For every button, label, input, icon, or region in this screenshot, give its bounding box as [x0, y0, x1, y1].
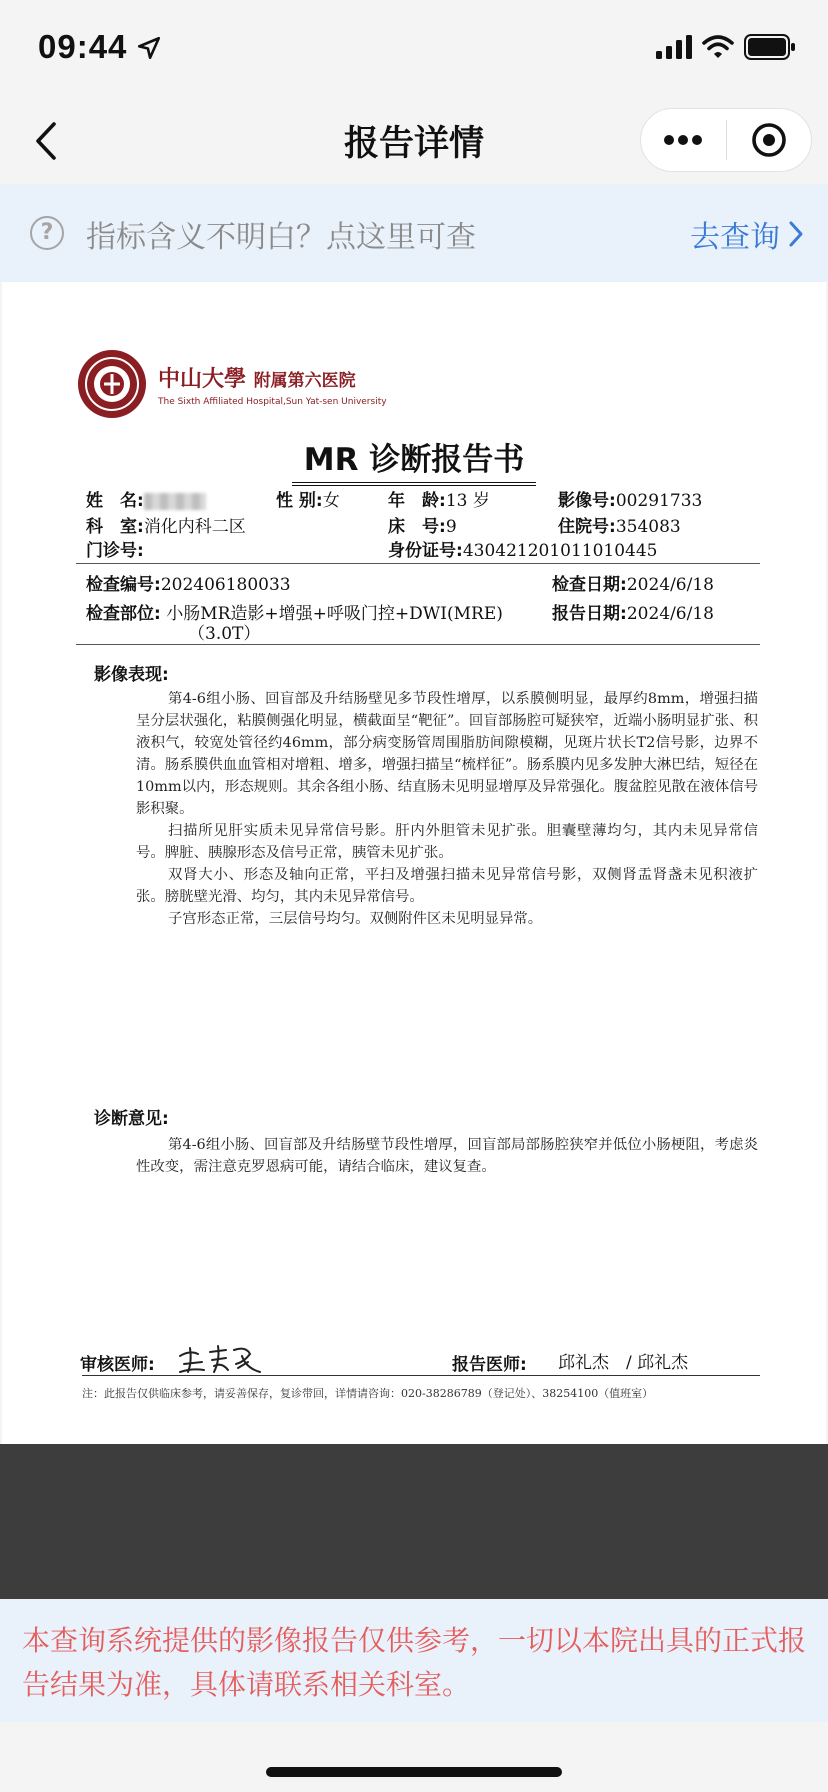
status-time: 09:44 — [38, 28, 128, 65]
question-circle-icon: ? — [30, 216, 64, 250]
exam-number: 检查编号:202406180033 — [86, 575, 291, 595]
hospital-seal-icon — [76, 348, 148, 420]
home-indicator[interactable] — [266, 1767, 562, 1777]
patient-gender: 性 别:女 — [276, 491, 340, 511]
location-arrow-icon — [136, 35, 162, 61]
department: 科 室:消化内科二区 — [86, 517, 246, 537]
hint-banner[interactable] — [0, 184, 828, 282]
reporter: 报告医师: — [452, 1355, 527, 1375]
navigation-bar — [0, 100, 828, 184]
report-title: MR 诊断报告书 — [2, 434, 826, 486]
status-bar — [0, 0, 828, 100]
target-icon — [751, 122, 787, 158]
image-number: 影像号:00291733 — [558, 491, 703, 511]
wifi-icon — [702, 35, 734, 59]
bed-number: 床 号:9 — [388, 517, 457, 537]
outpatient-number: 门诊号: — [86, 541, 144, 561]
hospital-logo — [76, 348, 387, 420]
more-dots-icon — [663, 134, 703, 146]
reviewer: 审核医师: — [80, 1355, 155, 1375]
exam-date: 检查日期:2024/6/18 — [552, 575, 714, 595]
findings-text — [136, 688, 758, 930]
inpatient-number: 住院号:354083 — [558, 517, 681, 537]
id-number: 身份证号:430421201011010445 — [388, 541, 658, 561]
patient-name: 姓 名: — [86, 486, 206, 511]
findings-paragraph: 子宫形态正常，三层信号均匀。双侧附件区未见明显异常。 — [168, 911, 543, 927]
findings-paragraph: 双肾大小、形态及轴向正常，平扫及增强扫描未见异常信号影，双侧肾盂肾盏未见积液扩张。膀胱壁光滑、均匀，其内未见异常信号。 — [136, 867, 758, 905]
divider-line — [76, 644, 760, 645]
cellular-signal-icon — [656, 35, 692, 59]
report-footnote: 注：此报告仅供临床参考，请妥善保存，复诊带回，详情请咨询：020-38286789（登记处）、38254100（值班室） — [82, 1387, 654, 1400]
page-title: 报告详情 — [343, 124, 484, 164]
divider-line — [76, 563, 760, 564]
more-button[interactable] — [641, 108, 726, 172]
report-date: 报告日期:2024/6/18 — [552, 604, 714, 624]
diagnosis-text — [136, 1134, 758, 1178]
redacted-name — [144, 493, 206, 510]
findings-paragraph: 扫描所见肝实质未见异常信号影。肝内外胆管未见扩张。胆囊壁薄均匀，其内未见异常信号。脾脏、胰腺形态及信号正常，胰管未见扩张。 — [136, 823, 758, 861]
mini-program-capsule — [640, 108, 812, 172]
query-link-label: 去查询 — [690, 220, 780, 255]
exam-part-line2: （3.0T） — [188, 624, 261, 644]
diagnosis-heading: 诊断意见: — [94, 1109, 169, 1129]
hint-text: 指标含义不明白？点这里可查 — [86, 220, 476, 255]
reviewer-signature — [176, 1342, 266, 1376]
diagnosis-paragraph: 第4-6组小肠、回盲部及升结肠壁节段性增厚，回盲部局部肠腔狭窄并低位小肠梗阻，考虑炎性改变，需注意克罗恩病可能，请结合临床，建议复查。 — [136, 1137, 758, 1175]
signature-line — [82, 1375, 760, 1376]
report-document — [2, 282, 826, 1444]
chevron-right-icon — [788, 220, 804, 248]
reporter-name: 邱礼杰 / 邱礼杰 — [558, 1353, 689, 1373]
hospital-name-en: The Sixth Affiliated Hospital,Sun Yat-sen University — [158, 396, 387, 407]
document-background — [0, 1444, 828, 1599]
findings-paragraph: 第4-6组小肠、回盲部及升结肠壁见多节段性增厚，以系膜侧明显，最厚约8mm，增强扫描呈分层状强化，粘膜侧强化明显，横截面呈“靶征”。回盲部肠腔可疑狭窄，近端小肠明显扩张、积液积气，较宽处管径约46mm，部分病变肠管周围脂肪间隙模糊，见斑片状长T2信号影，边界不清。肠系膜供血血管相对增粗、增多，增强扫描呈“梳样征”。肠系膜内见多发肿大淋巴结，短径在10mm以内，形态规则。其余各组小肠、结直肠未见明显增厚及异常强化。腹盆腔见散在液体信号影积聚。 — [136, 691, 758, 817]
close-mini-program-button[interactable] — [727, 108, 812, 172]
exam-part: 检查部位: 小肠MR造影+增强+呼吸门控+DWI(MRE) — [86, 604, 503, 624]
disclaimer-text: 本查询系统提供的影像报告仅供参考，一切以本院出具的正式报告结果为准，具体请联系相关科室。 — [0, 1599, 828, 1722]
battery-icon — [744, 34, 796, 60]
patient-age: 年 龄:13 岁 — [388, 491, 490, 511]
query-link[interactable] — [690, 212, 804, 256]
hospital-name-cn: 中山大學 附属第六医院 — [158, 365, 356, 392]
home-area — [0, 1722, 828, 1792]
findings-heading: 影像表现: — [94, 665, 169, 685]
